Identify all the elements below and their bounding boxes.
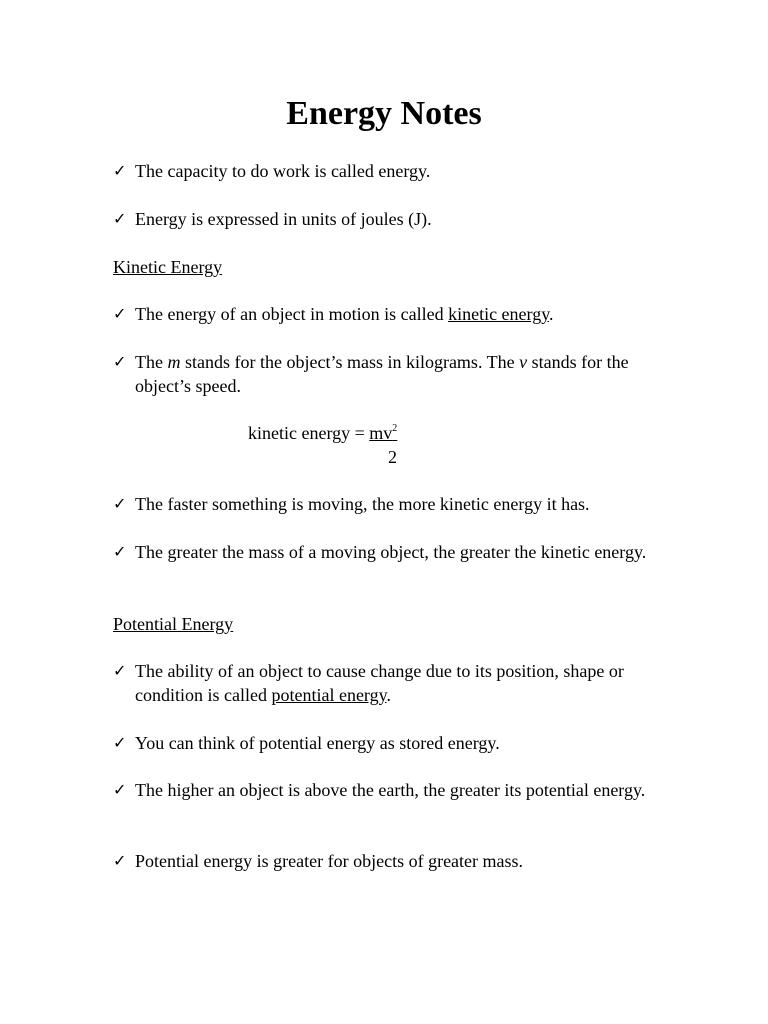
bullet-text: The faster something is moving, the more kinetic energy it has. (135, 494, 590, 514)
symbol-v: v (519, 352, 528, 372)
bullet-kinetic-definition (113, 302, 673, 326)
formula-label: kinetic energy = (248, 423, 370, 443)
bullet-greater-mass (113, 540, 653, 564)
checkmark-icon: ✓ (113, 304, 127, 323)
checkmark-icon: ✓ (113, 352, 127, 371)
checkmark-icon: ✓ (113, 851, 127, 870)
bullet-text: The ability of an object to cause change due to its position, shape or condition is called potential energy. (135, 661, 624, 705)
term-potential-energy: potential energy (271, 685, 387, 705)
checkmark-icon: ✓ (113, 780, 127, 799)
bullet-mass-speed (113, 350, 673, 398)
bullet-text: The energy of an object in motion is called kinetic energy. (135, 304, 554, 324)
checkmark-icon: ✓ (113, 161, 127, 180)
bullet-energy-definition (113, 159, 673, 183)
bullet-text: Potential energy is greater for objects of greater mass. (135, 851, 524, 871)
heading-potential-energy: Potential Energy (113, 614, 234, 634)
bullet-higher-object (113, 778, 658, 802)
checkmark-icon: ✓ (113, 733, 127, 752)
bullet-text: The greater the mass of a moving object, the greater the kinetic energy. (135, 542, 647, 562)
checkmark-icon: ✓ (113, 494, 127, 513)
checkmark-icon: ✓ (113, 209, 127, 228)
symbol-m: m (167, 352, 181, 372)
bullet-text: The capacity to do work is called energy. (135, 161, 431, 181)
checkmark-icon: ✓ (113, 542, 127, 561)
bullet-text: The m stands for the object’s mass in kilograms. The v stands for the object’s speed. (135, 352, 629, 396)
formula-exponent: 2 (392, 423, 398, 434)
checkmark-icon: ✓ (113, 661, 127, 680)
kinetic-energy-formula (248, 421, 397, 445)
bullet-potential-definition (113, 659, 633, 707)
term-kinetic-energy: kinetic energy (448, 304, 550, 324)
formula-numerator: $mv^2$ (369, 423, 398, 443)
formula-denominator: 2 (388, 447, 397, 467)
bullet-faster-moving (113, 492, 673, 516)
bullet-text: You can think of potential energy as stored energy. (135, 733, 500, 753)
bullet-text: Energy is expressed in units of joules (J). (135, 209, 432, 229)
bullet-greater-mass-potential (113, 849, 673, 873)
bullet-energy-units (113, 207, 673, 231)
bullet-text: The higher an object is above the earth, the greater its potential energy. (135, 780, 646, 800)
page-title: Energy Notes (286, 95, 482, 132)
bullet-stored-energy (113, 731, 673, 755)
heading-kinetic-energy: Kinetic Energy (113, 257, 223, 277)
